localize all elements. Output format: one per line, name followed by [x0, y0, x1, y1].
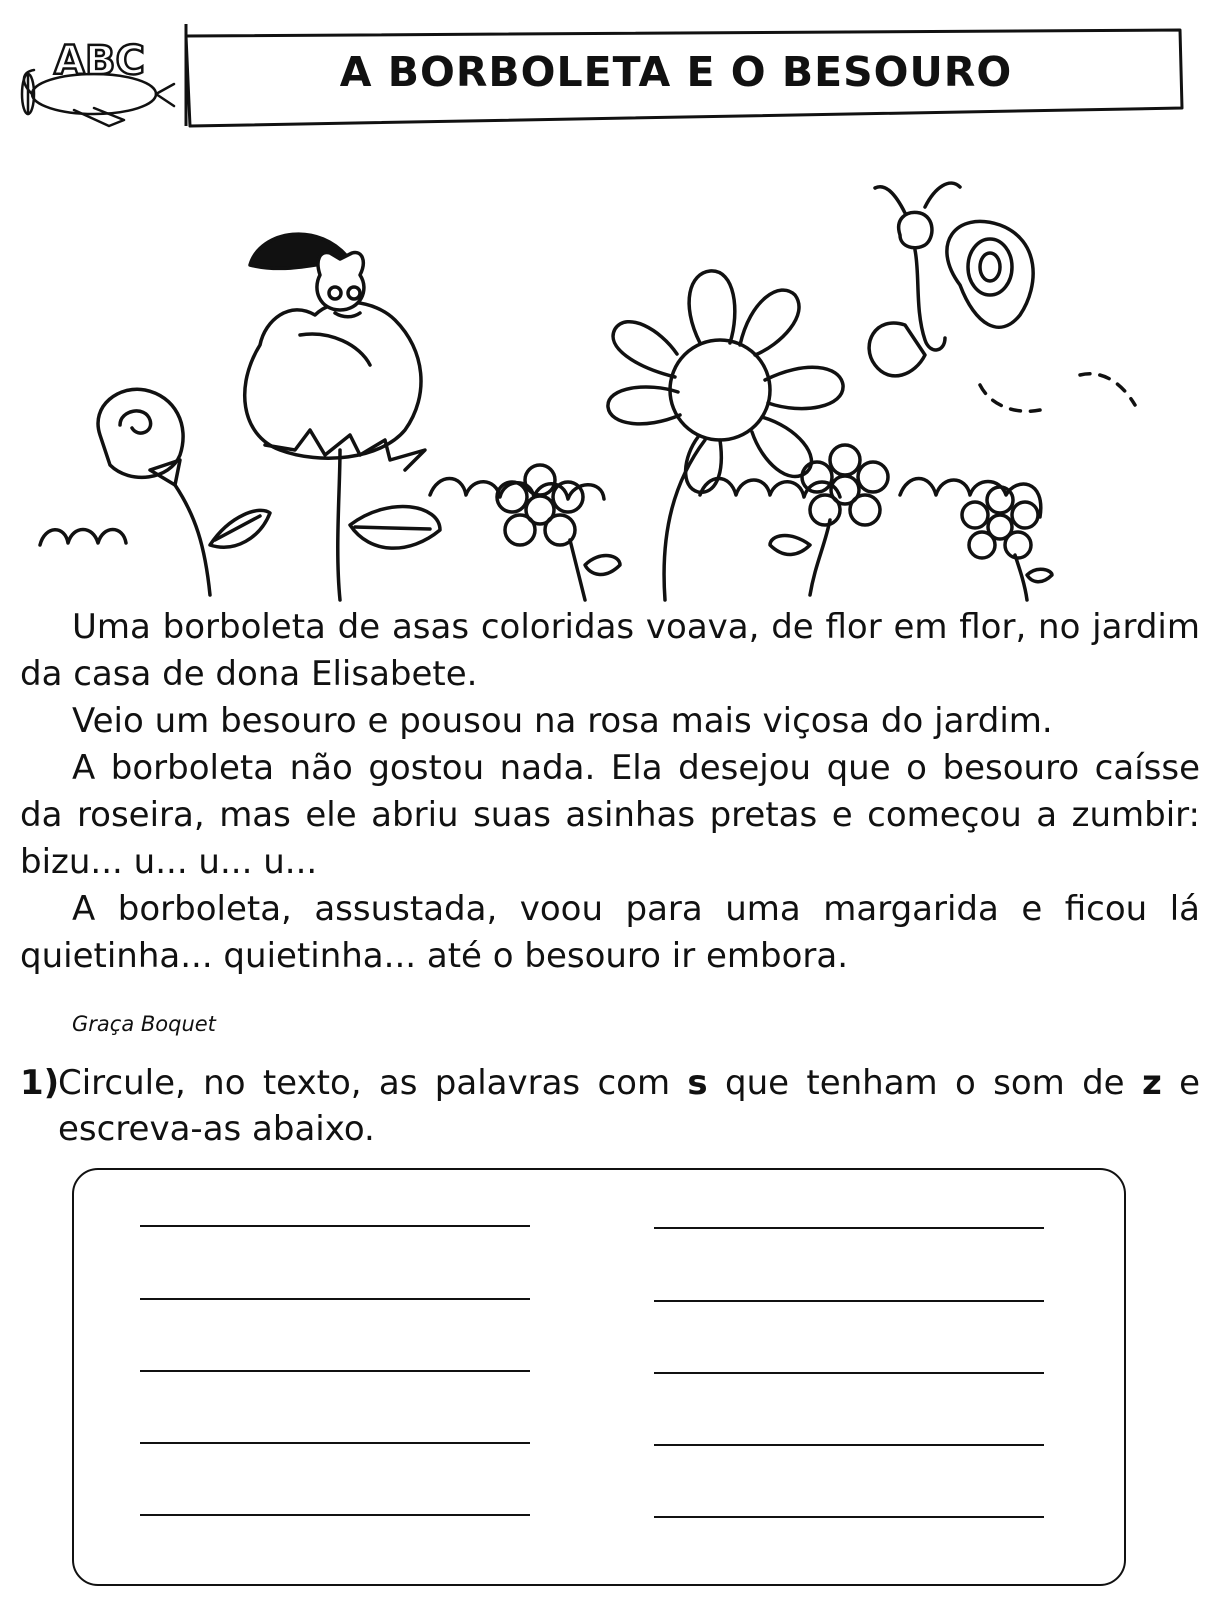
letter-z: z [1141, 1063, 1162, 1103]
small-rose [98, 389, 270, 595]
question-number: 1) [20, 1063, 60, 1103]
big-rose [245, 302, 440, 600]
question-text-part: e escreva-as abaixo. [58, 1063, 1200, 1149]
small-daisy-3 [962, 487, 1052, 600]
letter-s: s [687, 1063, 708, 1103]
big-daisy [608, 271, 843, 600]
answer-box [72, 1168, 1126, 1586]
beetle [250, 234, 364, 317]
story-text [20, 604, 1200, 980]
butterfly [869, 183, 1135, 411]
small-daisy-1 [497, 465, 620, 600]
answer-line[interactable] [654, 1300, 1044, 1302]
answer-line[interactable] [140, 1514, 530, 1516]
answer-line[interactable] [140, 1298, 530, 1300]
logo-letters: ABC [54, 38, 145, 84]
small-daisy-2 [770, 445, 888, 595]
story-paragraph: A borboleta, assustada, voou para uma margarida e ficou lá quietinha... quietinha... até o besouro ir embora. [20, 889, 1200, 976]
answer-line[interactable] [654, 1227, 1044, 1229]
answer-line[interactable] [140, 1442, 530, 1444]
question-1 [20, 1060, 1200, 1152]
answer-line[interactable] [654, 1372, 1044, 1374]
story-paragraph: Uma borboleta de asas coloridas voava, de flor em flor, no jardim da casa de dona Elisabete. [20, 607, 1200, 694]
abc-airplane-logo [14, 22, 184, 132]
story-paragraph: A borboleta não gostou nada. Ela desejou que o besouro caísse da roseira, mas ele abriu suas asinhas pretas e começou a zumbir: bizu... u... u... u... [20, 748, 1200, 882]
page-title: A BORBOLETA E O BESOURO [339, 48, 1013, 96]
question-text-part: Circule, no texto, as palavras com [58, 1063, 688, 1103]
answer-line[interactable] [654, 1444, 1044, 1446]
answer-line[interactable] [140, 1225, 530, 1227]
garden-illustration [0, 145, 1220, 605]
story-paragraph: Veio um besouro e pousou na rosa mais viçosa do jardim. [72, 701, 1053, 741]
author-credit: Graça Boquet [72, 1012, 216, 1036]
question-text [58, 1060, 1200, 1152]
answer-line[interactable] [140, 1370, 530, 1372]
question-text-part: que tenham o som de [707, 1063, 1142, 1103]
answer-line[interactable] [654, 1516, 1044, 1518]
